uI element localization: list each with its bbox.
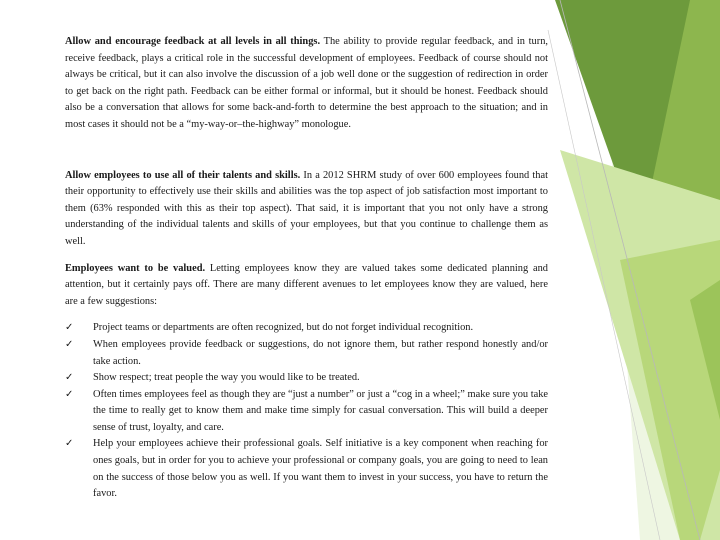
paragraph-lead: Allow employees to use all of their talents and skills. — [65, 169, 301, 181]
list-item — [65, 370, 548, 387]
list-item-text: Often times employees feel as though they are “just a number” or just a “cog in a wheel;” make sure you take the time to really get to know them and make time simply for casual conversation. This will build a deeper sense of trust, loyalty, and care. — [93, 388, 549, 433]
list-item-text: Help your employees achieve their professional goals. Self initiative is a key component when reaching for ones goals, but in order for you to achieve your professional or company goals, you are going to need to lean on the success of those below you as well. If you want them to invest in your success, you have to return the favor. — [93, 438, 548, 500]
checkmark-icon: ✓ — [65, 388, 74, 400]
list-item — [65, 436, 548, 502]
document-body — [65, 34, 548, 503]
paragraph-text: In a 2012 SHRM study of over 600 employees found that their opportunity to effectively use their skills and abilities was the top aspect of job satisfaction most important to them (63% responded with this as their top aspect). That said, it is important that you not only have a strong understanding of the individual talents and skills of your employees, but that you continue to challenge them as well. — [65, 169, 548, 247]
paragraph-feedback — [65, 34, 548, 134]
list-item-text: Show respect; treat people the way you would like to be treated. — [93, 372, 360, 384]
paragraph-talents — [65, 168, 548, 251]
list-item-text: Project teams or departments are often recognized, but do not forget individual recognition. — [93, 322, 474, 334]
paragraph-lead: Employees want to be valued. — [65, 262, 206, 274]
checkmark-icon: ✓ — [65, 438, 74, 450]
suggestion-checklist — [65, 320, 548, 503]
paragraph-text: Letting employees know they are valued takes some dedicated planning and attention, but it certainly pays off. There are many different avenues to let employees know they are valued, here are a few suggestions: — [65, 262, 548, 307]
checkmark-icon: ✓ — [65, 372, 74, 384]
checkmark-icon: ✓ — [65, 322, 74, 334]
list-item — [65, 387, 548, 437]
paragraph-valued — [65, 261, 548, 311]
paragraph-lead: Allow and encourage feedback at all levels in all things. — [65, 36, 321, 47]
list-item — [65, 320, 548, 337]
list-item — [65, 337, 548, 370]
list-item-text: When employees provide feedback or suggestions, do not ignore them, but rather respond honestly and/or take action. — [93, 338, 548, 367]
checkmark-icon: ✓ — [65, 338, 74, 350]
paragraph-text: The ability to provide regular feedback, and in turn, receive feedback, plays a critical role in the successful development of employees. Feedback of course should not always be critical, but it can also involve the discussion of a job well done or the suggestion of redirection in order to get back on the right path. Feedback can be either formal or informal, but it should be honest. Feedback should also be a conversation that allows for some back-and-forth to determine the best approach to the situation; and in most cases it should not be a “my-way-or–the-highway” monologue. — [65, 36, 549, 130]
